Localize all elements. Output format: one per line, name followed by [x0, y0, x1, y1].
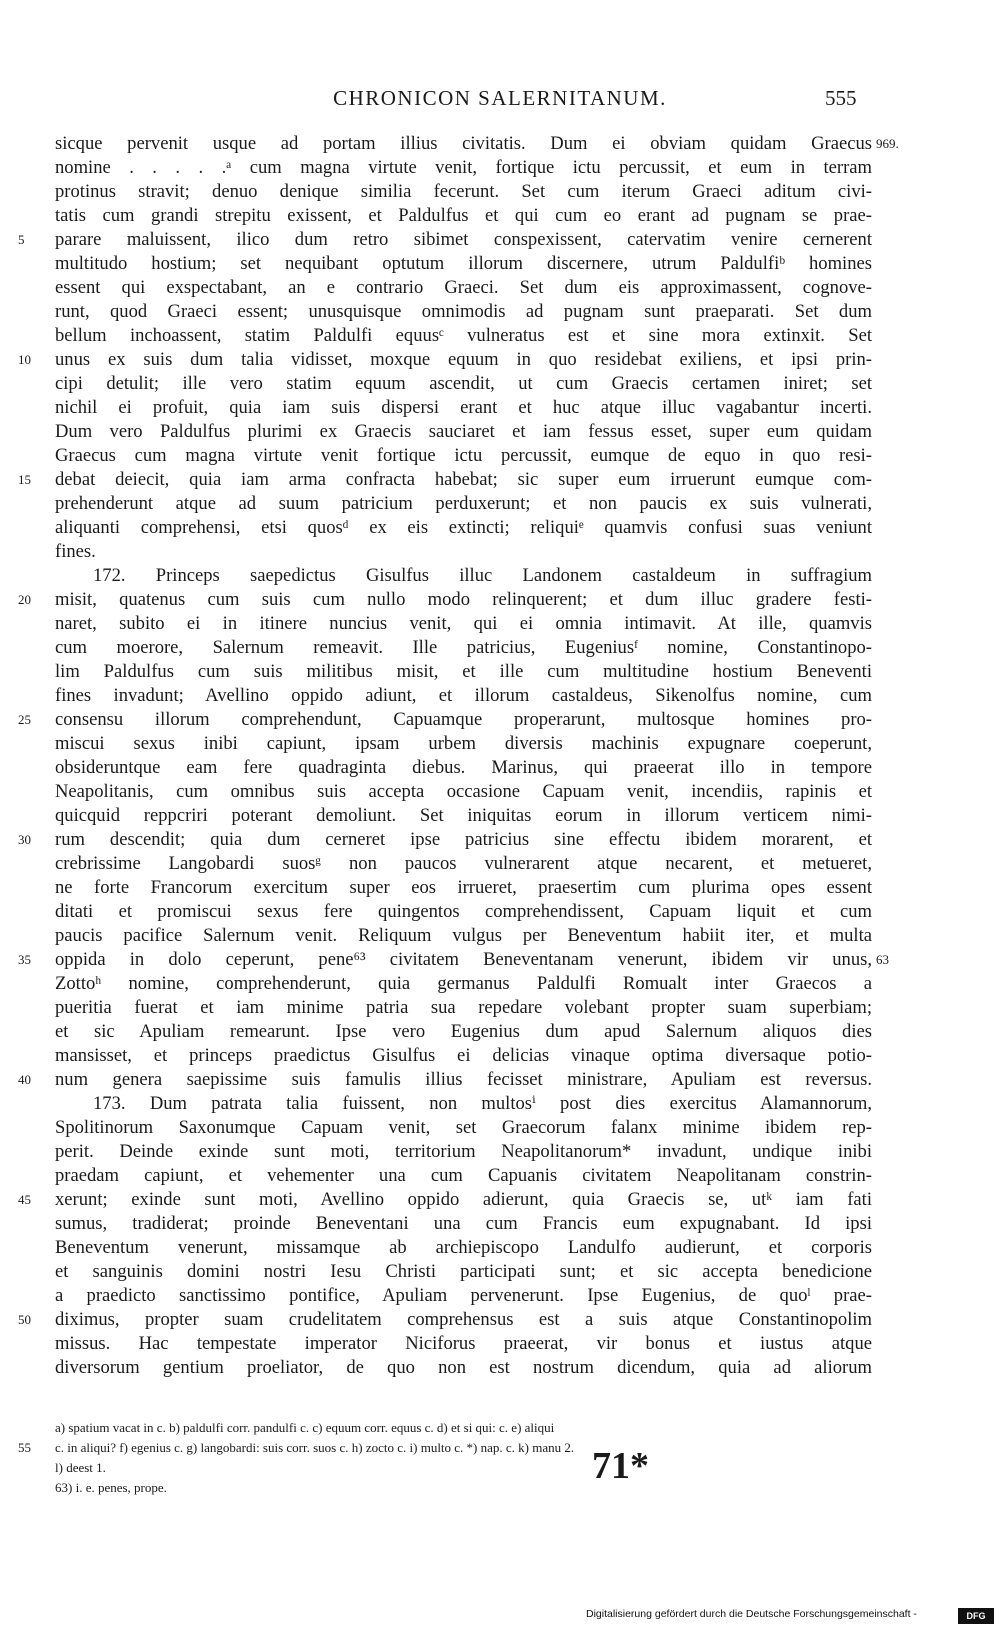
- text-line: [0, 852, 1000, 876]
- text-line: [0, 588, 1000, 612]
- line-text: protinus stravit; denuo denique similia fecerunt. Set cum iterum Graeci aditum civi-: [55, 181, 872, 202]
- text-line: [0, 1356, 1000, 1380]
- line-number: 20: [18, 592, 31, 607]
- line-text: xerunt; exinde sunt moti, Avellino oppido adierunt, quia Graecis se, utᵏ iam fati: [55, 1189, 872, 1210]
- line-text: quicquid reppcriri poterant demoliunt. Set iniquitas eorum in illorum verticem nimi-: [55, 805, 872, 826]
- line-text: fines.: [55, 541, 96, 562]
- line-text: ditati et promiscui sexus fere quingentos comprehendissent, Capuam liquit et cum: [55, 901, 872, 922]
- line-text: 172. Princeps saepedictus Gisulfus illuc Landonem castaldeum in suffragium: [93, 565, 872, 586]
- line-text: parare maluissent, ilico dum retro sibimet conspexissent, catervatim venire cernerent: [55, 229, 872, 250]
- text-line: [0, 396, 1000, 420]
- line-text: ne forte Francorum exercitum super eos irrueret, praesertim cum plurima opes essent: [55, 877, 872, 898]
- text-line: [0, 564, 1000, 588]
- line-text: diversorum gentium proeliator, de quo non est nostrum dicendum, quia ad aliorum: [55, 1357, 872, 1378]
- line-number: 50: [18, 1312, 31, 1327]
- footnotes: [18, 1418, 885, 1498]
- margin-note: 969.: [876, 136, 899, 151]
- line-text: mansisset, et princeps praedictus Gisulfus ei delicias vinaque optima diversaque potio-: [55, 1045, 872, 1066]
- text-line: [0, 252, 1000, 276]
- text-line: [0, 684, 1000, 708]
- line-text: diximus, propter suam crudelitatem comprehensus est a suis atque Constantinopolim: [55, 1309, 872, 1330]
- line-number: 15: [18, 472, 31, 487]
- line-text: perit. Deinde exinde sunt moti, territorium Neapolitanorum* invadunt, undique inibi: [55, 1141, 872, 1162]
- line-text: crebrissime Langobardi suosᵍ non paucos vulnerarent atque necarent, et metueret,: [55, 853, 872, 874]
- line-text: Neapolitanis, cum omnibus suis accepta occasione Capuam venit, incendiis, rapinis et: [55, 781, 872, 802]
- text-line: [0, 1092, 1000, 1116]
- line-text: fines invadunt; Avellino oppido adiunt, et illorum castaldeus, Sikenolfus nomine, cum: [55, 685, 872, 706]
- text-line: [0, 300, 1000, 324]
- line-number: 25: [18, 712, 31, 727]
- text-line: [0, 324, 1000, 348]
- text-line: [0, 1260, 1000, 1284]
- line-text: naret, subito ei in itinere nuncius venit, qui ei omnia intimavit. At ille, quamvis: [55, 613, 872, 634]
- line-text: cum moerore, Salernum remeavit. Ille patricius, Eugeniusᶠ nomine, Constantinopo-: [55, 637, 872, 658]
- line-number: 5: [18, 232, 25, 247]
- line-text: oppida in dolo ceperunt, pene⁶³ civitatem Beneventanam venerunt, ibidem vir unus,: [55, 949, 872, 970]
- footnote-text: l) deest 1.: [55, 1460, 106, 1475]
- line-text: cipi detulit; ille vero statim equum ascendit, ut cum Graecis certamen iniret; set: [55, 373, 872, 394]
- text-line: [0, 204, 1000, 228]
- line-text: multitudo hostium; set nequibant optutum illorum discernere, utrum Paldulfiᵇ homines: [55, 253, 872, 274]
- line-text: rum descendit; quia dum cerneret ipse patricius sine effectu ibidem morarent, et: [55, 829, 872, 850]
- line-text: et sic Apuliam remearunt. Ipse vero Eugenius dum apud Salernum aliquos dies: [55, 1021, 872, 1042]
- text-line: [0, 1212, 1000, 1236]
- text-line: [0, 156, 1000, 180]
- line-text: Beneventum venerunt, missamque ab archiepiscopo Landulfo audierunt, et corporis: [55, 1237, 872, 1258]
- line-text: Zottoʰ nomine, comprehenderunt, quia germanus Paldulfi Romualt inter Graecos a: [55, 973, 872, 994]
- text-line: [0, 540, 1000, 564]
- text-line: [0, 372, 1000, 396]
- text-line: [0, 636, 1000, 660]
- line-text: unus ex suis dum talia vidisset, moxque equum in quo residebat exiliens, et ipsi prin-: [55, 349, 872, 370]
- footnote-text: c. in aliqui? f) egenius c. g) langobardi: suis corr. suos c. h) zocto c. i) multo c. *) nap. c. k) manu 2.: [55, 1440, 575, 1455]
- line-number: 55: [18, 1440, 31, 1455]
- line-text: num genera saepissime suis famulis illius fecisset ministrare, Apuliam est reversus.: [55, 1069, 872, 1090]
- line-text: miscui sexus inibi capiunt, ipsam urbem diversis machinis expugnare coeperunt,: [55, 733, 872, 754]
- footnote-line: [55, 1478, 885, 1498]
- line-text: obsideruntque eam fere quadraginta diebus. Marinus, qui praeerat illo in tempore: [55, 757, 872, 778]
- line-text: Graecus cum magna virtute venit fortique ictu percussit, eumque de equo in quo resi-: [55, 445, 872, 466]
- text-line: [0, 1188, 1000, 1212]
- running-title: CHRONICON SALERNITANUM.: [333, 86, 667, 110]
- dfg-credit: Digitalisierung gefördert durch die Deutsche Forschungsgemeinschaft -: [586, 1608, 917, 1620]
- text-line: [0, 660, 1000, 684]
- text-line: [0, 276, 1000, 300]
- page-number: 555: [825, 86, 857, 110]
- text-line: [0, 612, 1000, 636]
- line-text: nomine . . . . .ᵃ cum magna virtute venit, fortique ictu percussit, et eum in terram: [55, 157, 872, 178]
- text-line: [0, 1308, 1000, 1332]
- text-line: [0, 756, 1000, 780]
- line-text: consensu illorum comprehendunt, Capuamque properarunt, multosque homines pro-: [55, 709, 872, 730]
- text-line: [0, 1332, 1000, 1356]
- footnote-text: a) spatium vacat in c. b) paldulfi corr. pandulfi c. c) equum corr. equus c. d) et si qui: c. e) aliqui: [55, 1420, 555, 1435]
- footnote-line: [55, 1418, 885, 1438]
- text-line: [0, 1140, 1000, 1164]
- running-header: [0, 86, 1000, 116]
- line-text: nichil ei profuit, quia iam suis dispersi erant et huc atque illuc vagabantur incerti.: [55, 397, 872, 418]
- text-line: [0, 948, 1000, 972]
- line-text: pueritia fuerat et iam minime patria sua repedare volebant propter suam superbiam;: [55, 997, 872, 1018]
- text-line: [0, 1068, 1000, 1092]
- line-number: 30: [18, 832, 31, 847]
- line-number: 40: [18, 1072, 31, 1087]
- text-line: [0, 180, 1000, 204]
- line-text: aliquanti comprehensi, etsi quosᵈ ex eis extincti; reliquiᵉ quamvis confusi suas veniunt: [55, 517, 872, 538]
- line-text: Dum vero Paldulfus plurimi ex Graecis sauciaret et iam fessus esset, super eum quidam: [55, 421, 872, 442]
- line-text: sicque pervenit usque ad portam illius civitatis. Dum ei obviam quidam Graecus: [55, 133, 872, 154]
- line-text: debat deiecit, quia iam arma confracta habebat; sic super eum irruerunt eumque com-: [55, 469, 872, 490]
- line-number: 10: [18, 352, 31, 367]
- text-line: [0, 1116, 1000, 1140]
- line-text: bellum inchoassent, statim Paldulfi equusᶜ vulneratus est et sine mora extinxit. Set: [55, 325, 872, 346]
- line-text: a praedicto sanctissimo pontifice, Apuliam pervenerunt. Ipse Eugenius, de quoˡ prae-: [55, 1285, 872, 1306]
- signature-mark: 71*: [592, 1445, 649, 1487]
- line-text: Spolitinorum Saxonumque Capuam venit, set Graecorum falanx minime ibidem rep-: [55, 1117, 872, 1138]
- text-line: [0, 132, 1000, 156]
- text-line: [0, 972, 1000, 996]
- footnote-line: [55, 1458, 885, 1478]
- text-line: [0, 780, 1000, 804]
- text-line: [0, 1236, 1000, 1260]
- text-line: [0, 732, 1000, 756]
- text-line: [0, 492, 1000, 516]
- footnote-text: 63) i. e. penes, prope.: [55, 1480, 167, 1495]
- text-line: [0, 228, 1000, 252]
- text-line: [0, 516, 1000, 540]
- dfg-logo: DFG: [958, 1608, 994, 1624]
- line-text: praedam capiunt, et vehementer una cum Capuanis civitatem Neapolitanam constrin-: [55, 1165, 872, 1186]
- line-text: sumus, tradiderat; proinde Beneventani una cum Francis eum expugnabant. Id ipsi: [55, 1213, 872, 1234]
- text-line: [0, 900, 1000, 924]
- text-line: [0, 804, 1000, 828]
- text-line: [0, 996, 1000, 1020]
- line-text: 173. Dum patrata talia fuissent, non multosⁱ post dies exercitus Alamannorum,: [93, 1093, 872, 1114]
- text-line: [0, 1044, 1000, 1068]
- line-text: prehenderunt atque ad suum patricium perduxerunt; et non paucis ex suis vulnerati,: [55, 493, 872, 514]
- line-number: 35: [18, 952, 31, 967]
- text-line: [0, 444, 1000, 468]
- text-line: [0, 468, 1000, 492]
- text-line: [0, 828, 1000, 852]
- margin-note: 63: [876, 952, 889, 967]
- line-text: missus. Hac tempestate imperator Niciforus praeerat, vir bonus et iustus atque: [55, 1333, 872, 1354]
- line-text: runt, quod Graeci essent; unusquisque omnimodis ad pugnam sunt praeparati. Set dum: [55, 301, 872, 322]
- text-line: [0, 420, 1000, 444]
- text-line: [0, 348, 1000, 372]
- line-text: et sanguinis domini nostri Iesu Christi participati sunt; et sic accepta benedicione: [55, 1261, 872, 1282]
- line-number: 45: [18, 1192, 31, 1207]
- line-text: tatis cum grandi strepitu exissent, et Paldulfus et qui cum eo erant ad pugnam se prae-: [55, 205, 872, 226]
- text-line: [0, 708, 1000, 732]
- footnote-line: [18, 1438, 885, 1458]
- text-line: [0, 1284, 1000, 1308]
- text-line: [0, 1020, 1000, 1044]
- line-text: misit, quatenus cum suis cum nullo modo relinquerent; et dum illuc gradere festi-: [55, 589, 872, 610]
- line-text: lim Paldulfus cum suis militibus misit, et ille cum multitudine hostium Beneventi: [55, 661, 872, 682]
- main-text: [0, 132, 1000, 1380]
- text-line: [0, 924, 1000, 948]
- line-text: essent qui exspectabant, an e contrario Graeci. Set dum eis approximassent, cognove-: [55, 277, 872, 298]
- line-text: paucis pacifice Salernum venit. Reliquum vulgus per Beneventum habiit iter, et multa: [55, 925, 872, 946]
- text-line: [0, 876, 1000, 900]
- text-line: [0, 1164, 1000, 1188]
